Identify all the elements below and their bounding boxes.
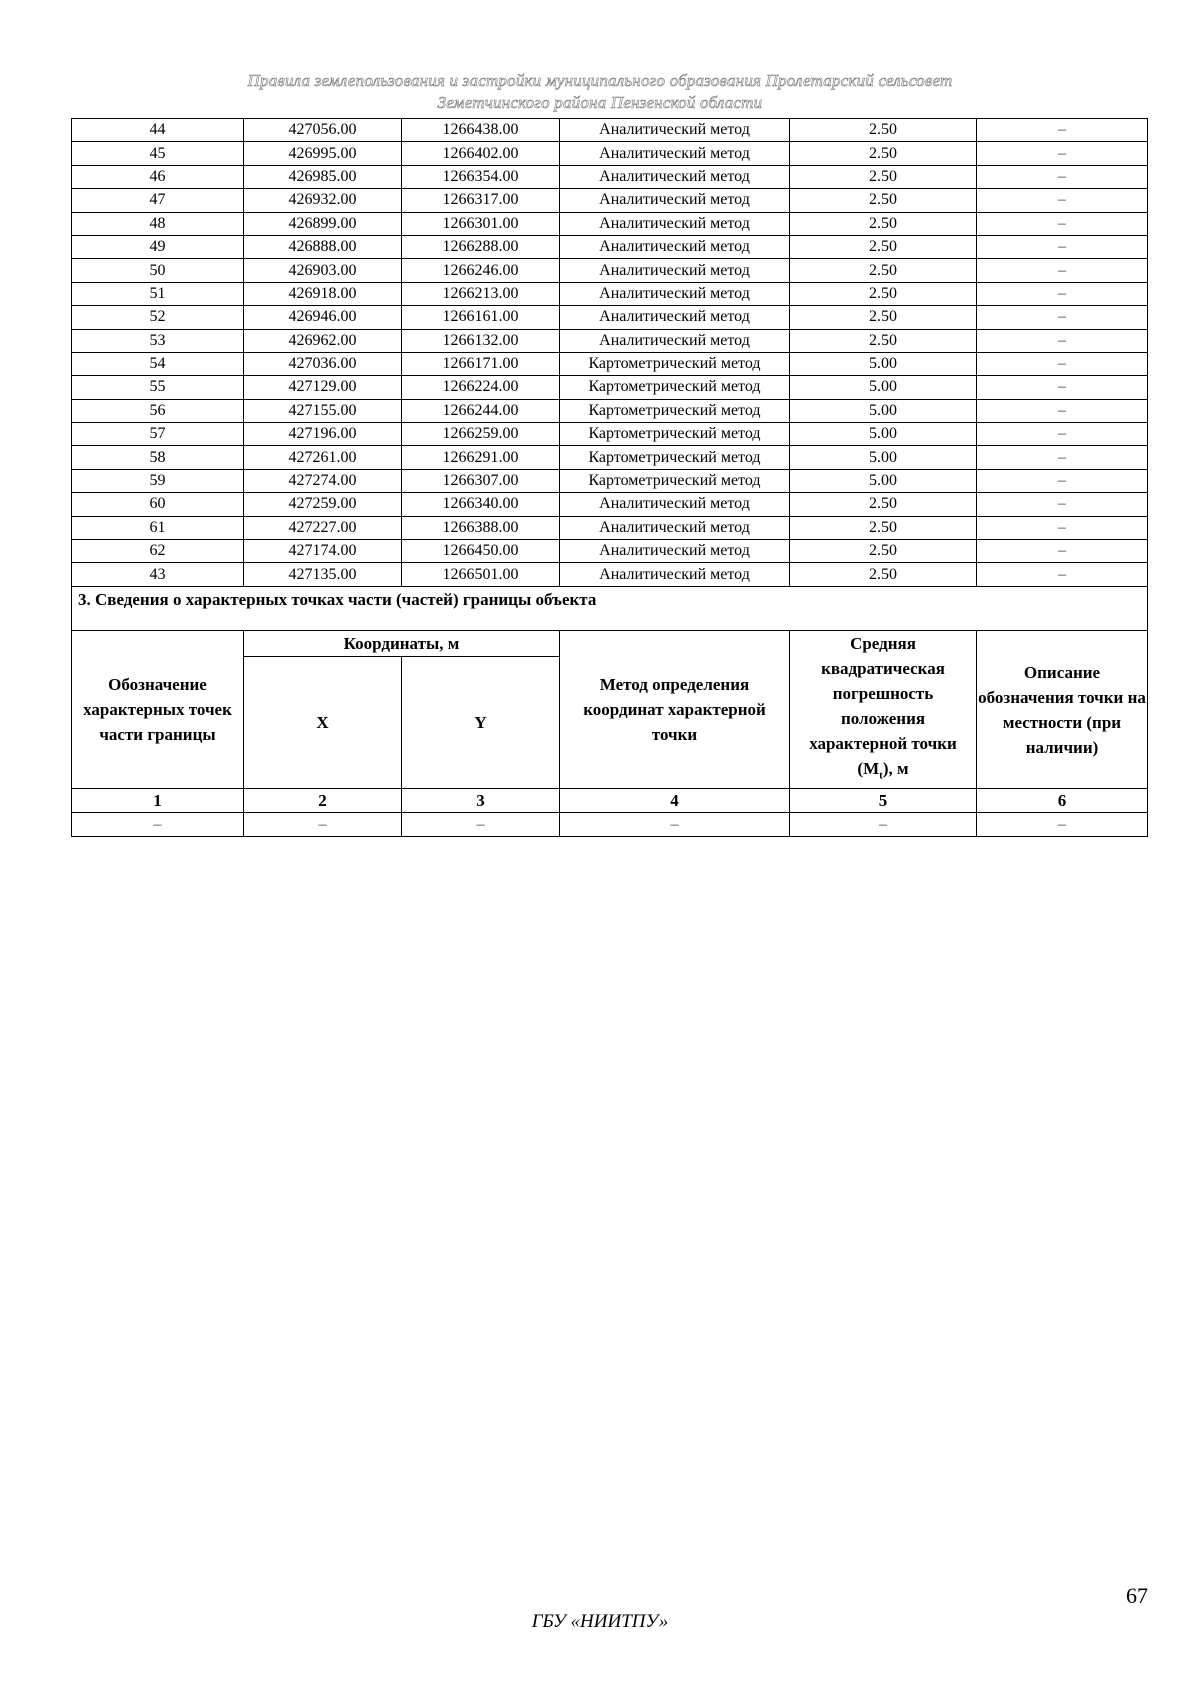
column-number: 5 [790, 789, 977, 813]
cell-point-number: 56 [72, 399, 244, 422]
cell-method: Аналитический метод [560, 540, 790, 563]
cell-method: Аналитический метод [560, 259, 790, 282]
cell-coord-y: 1266388.00 [402, 516, 560, 539]
cell-point-number: 62 [72, 540, 244, 563]
cell-coord-y: 1266259.00 [402, 423, 560, 446]
table-row [72, 282, 1148, 305]
cell-method: Картометрический метод [560, 423, 790, 446]
cell-point-number: 60 [72, 493, 244, 516]
cell-coord-x: 427155.00 [244, 399, 402, 422]
cell-coord-x: 427196.00 [244, 423, 402, 446]
table-row [72, 165, 1148, 188]
cell-point-number: 61 [72, 516, 244, 539]
cell-method: Аналитический метод [560, 282, 790, 305]
cell-method: Аналитический метод [560, 189, 790, 212]
table-row [72, 540, 1148, 563]
col-x-header: X [244, 656, 402, 788]
column-number: 1 [72, 789, 244, 813]
empty-cell: – [244, 813, 402, 837]
cell-error: 2.50 [790, 563, 977, 586]
cell-error: 2.50 [790, 189, 977, 212]
table-row [72, 212, 1148, 235]
cell-coord-x: 426946.00 [244, 306, 402, 329]
cell-point-number: 48 [72, 212, 244, 235]
cell-point-number: 59 [72, 469, 244, 492]
cell-description: – [977, 516, 1148, 539]
cell-method: Аналитический метод [560, 563, 790, 586]
cell-coord-x: 427227.00 [244, 516, 402, 539]
cell-error: 2.50 [790, 540, 977, 563]
section-3-title-row [72, 586, 1148, 630]
table-row [72, 142, 1148, 165]
empty-cell: – [977, 813, 1148, 837]
cell-method: Картометрический метод [560, 446, 790, 469]
cell-coord-y: 1266340.00 [402, 493, 560, 516]
cell-method: Аналитический метод [560, 306, 790, 329]
table-row [72, 399, 1148, 422]
cell-description: – [977, 212, 1148, 235]
header-line-2: Земетчинского района Пензенской области [437, 93, 763, 112]
cell-coord-x: 426899.00 [244, 212, 402, 235]
cell-method: Картометрический метод [560, 352, 790, 375]
cell-error: 2.50 [790, 329, 977, 352]
table-row [72, 235, 1148, 258]
cell-point-number: 51 [72, 282, 244, 305]
cell-coord-y: 1266161.00 [402, 306, 560, 329]
cell-coord-x: 426995.00 [244, 142, 402, 165]
document-header [0, 70, 1200, 114]
col-error-header-text: Средняя квадратическая погрешность положения характерной точки $(M_t)$, м [809, 633, 957, 782]
cell-coord-y: 1266132.00 [402, 329, 560, 352]
header-row-1 [72, 630, 1148, 656]
cell-method: Картометрический метод [560, 469, 790, 492]
section-3-title: 3. Сведения о характерных точках части (частей) границы объекта [72, 586, 1148, 630]
cell-coord-y: 1266450.00 [402, 540, 560, 563]
cell-point-number: 52 [72, 306, 244, 329]
cell-coord-y: 1266307.00 [402, 469, 560, 492]
cell-coord-y: 1266438.00 [402, 119, 560, 142]
cell-coord-x: 427135.00 [244, 563, 402, 586]
cell-error: 2.50 [790, 142, 977, 165]
cell-point-number: 53 [72, 329, 244, 352]
cell-method: Аналитический метод [560, 142, 790, 165]
cell-error: 2.50 [790, 306, 977, 329]
column-number: 2 [244, 789, 402, 813]
cell-point-number: 43 [72, 563, 244, 586]
cell-method: Картометрический метод [560, 376, 790, 399]
column-numbers-row [72, 789, 1148, 813]
cell-coord-y: 1266213.00 [402, 282, 560, 305]
empty-cell: – [402, 813, 560, 837]
cell-description: – [977, 306, 1148, 329]
cell-coord-y: 1266246.00 [402, 259, 560, 282]
cell-description: – [977, 423, 1148, 446]
cell-description: – [977, 563, 1148, 586]
cell-point-number: 55 [72, 376, 244, 399]
cell-error: 5.00 [790, 352, 977, 375]
cell-coord-x: 427174.00 [244, 540, 402, 563]
cell-coord-x: 427129.00 [244, 376, 402, 399]
empty-data-row [72, 813, 1148, 837]
cell-coord-y: 1266317.00 [402, 189, 560, 212]
cell-point-number: 54 [72, 352, 244, 375]
cell-coord-y: 1266301.00 [402, 212, 560, 235]
cell-error: 5.00 [790, 469, 977, 492]
cell-method: Картометрический метод [560, 399, 790, 422]
empty-cell: – [72, 813, 244, 837]
cell-point-number: 58 [72, 446, 244, 469]
table-row [72, 189, 1148, 212]
cell-method: Аналитический метод [560, 329, 790, 352]
col-desc-header: Описание обозначения точки на местности (при наличии) [977, 630, 1148, 788]
cell-error: 5.00 [790, 376, 977, 399]
table-row [72, 516, 1148, 539]
cell-coord-x: 426918.00 [244, 282, 402, 305]
cell-coord-y: 1266402.00 [402, 142, 560, 165]
column-number: 6 [977, 789, 1148, 813]
cell-coord-x: 427259.00 [244, 493, 402, 516]
cell-method: Аналитический метод [560, 212, 790, 235]
cell-coord-x: 427261.00 [244, 446, 402, 469]
cell-description: – [977, 189, 1148, 212]
cell-coord-x: 427036.00 [244, 352, 402, 375]
cell-error: 2.50 [790, 259, 977, 282]
header-line-1: Правила землепользования и застройки муниципального образования Пролетарский сельсовет [247, 71, 953, 90]
cell-description: – [977, 376, 1148, 399]
cell-description: – [977, 540, 1148, 563]
cell-coord-y: 1266501.00 [402, 563, 560, 586]
col-method-header: Метод определения координат характерной точки [560, 630, 790, 788]
cell-description: – [977, 493, 1148, 516]
cell-method: Аналитический метод [560, 235, 790, 258]
empty-cell: – [790, 813, 977, 837]
cell-coord-x: 426985.00 [244, 165, 402, 188]
cell-description: – [977, 259, 1148, 282]
section-3 [72, 586, 1148, 836]
cell-coord-y: 1266354.00 [402, 165, 560, 188]
table-row [72, 119, 1148, 142]
cell-description: – [977, 399, 1148, 422]
cell-coord-y: 1266288.00 [402, 235, 560, 258]
col-coords-header: Координаты, м [244, 630, 560, 656]
cell-error: 2.50 [790, 516, 977, 539]
cell-error: 2.50 [790, 212, 977, 235]
cell-error: 2.50 [790, 282, 977, 305]
cell-point-number: 45 [72, 142, 244, 165]
col-error-header [790, 630, 977, 788]
cell-error: 2.50 [790, 119, 977, 142]
footer: ГБУ «НИИТПУ» [531, 1611, 669, 1632]
cell-error: 5.00 [790, 423, 977, 446]
cell-description: – [977, 329, 1148, 352]
cell-method: Аналитический метод [560, 119, 790, 142]
cell-description: – [977, 352, 1148, 375]
column-number: 4 [560, 789, 790, 813]
empty-cell: – [560, 813, 790, 837]
table-row [72, 493, 1148, 516]
table-row [72, 259, 1148, 282]
cell-point-number: 49 [72, 235, 244, 258]
cell-error: 5.00 [790, 446, 977, 469]
cell-method: Аналитический метод [560, 493, 790, 516]
col-designation-header: Обозначение характерных точек части границы [72, 630, 244, 788]
coordinates-table [71, 118, 1148, 837]
cell-error: 2.50 [790, 235, 977, 258]
cell-error: 5.00 [790, 399, 977, 422]
column-number: 3 [402, 789, 560, 813]
cell-point-number: 46 [72, 165, 244, 188]
table-row [72, 563, 1148, 586]
cell-description: – [977, 282, 1148, 305]
cell-method: Аналитический метод [560, 516, 790, 539]
cell-point-number: 44 [72, 119, 244, 142]
table-row [72, 306, 1148, 329]
cell-coord-x: 427274.00 [244, 469, 402, 492]
cell-coord-y: 1266291.00 [402, 446, 560, 469]
cell-coord-x: 426903.00 [244, 259, 402, 282]
cell-description: – [977, 142, 1148, 165]
cell-coord-y: 1266224.00 [402, 376, 560, 399]
table-row [72, 376, 1148, 399]
cell-description: – [977, 119, 1148, 142]
cell-coord-x: 427056.00 [244, 119, 402, 142]
cell-description: – [977, 446, 1148, 469]
table-row [72, 446, 1148, 469]
cell-coord-x: 426932.00 [244, 189, 402, 212]
cell-coord-y: 1266244.00 [402, 399, 560, 422]
table-body [72, 119, 1148, 587]
table-row [72, 329, 1148, 352]
table-row [72, 423, 1148, 446]
cell-description: – [977, 469, 1148, 492]
cell-point-number: 50 [72, 259, 244, 282]
cell-coord-x: 426962.00 [244, 329, 402, 352]
table-row [72, 352, 1148, 375]
cell-error: 2.50 [790, 165, 977, 188]
cell-method: Аналитический метод [560, 165, 790, 188]
cell-point-number: 47 [72, 189, 244, 212]
cell-description: – [977, 235, 1148, 258]
col-y-header: Y [402, 656, 560, 788]
cell-description: – [977, 165, 1148, 188]
page-number: 67 [1126, 1583, 1148, 1608]
cell-coord-x: 426888.00 [244, 235, 402, 258]
cell-coord-y: 1266171.00 [402, 352, 560, 375]
table-row [72, 469, 1148, 492]
cell-error: 2.50 [790, 493, 977, 516]
cell-point-number: 57 [72, 423, 244, 446]
